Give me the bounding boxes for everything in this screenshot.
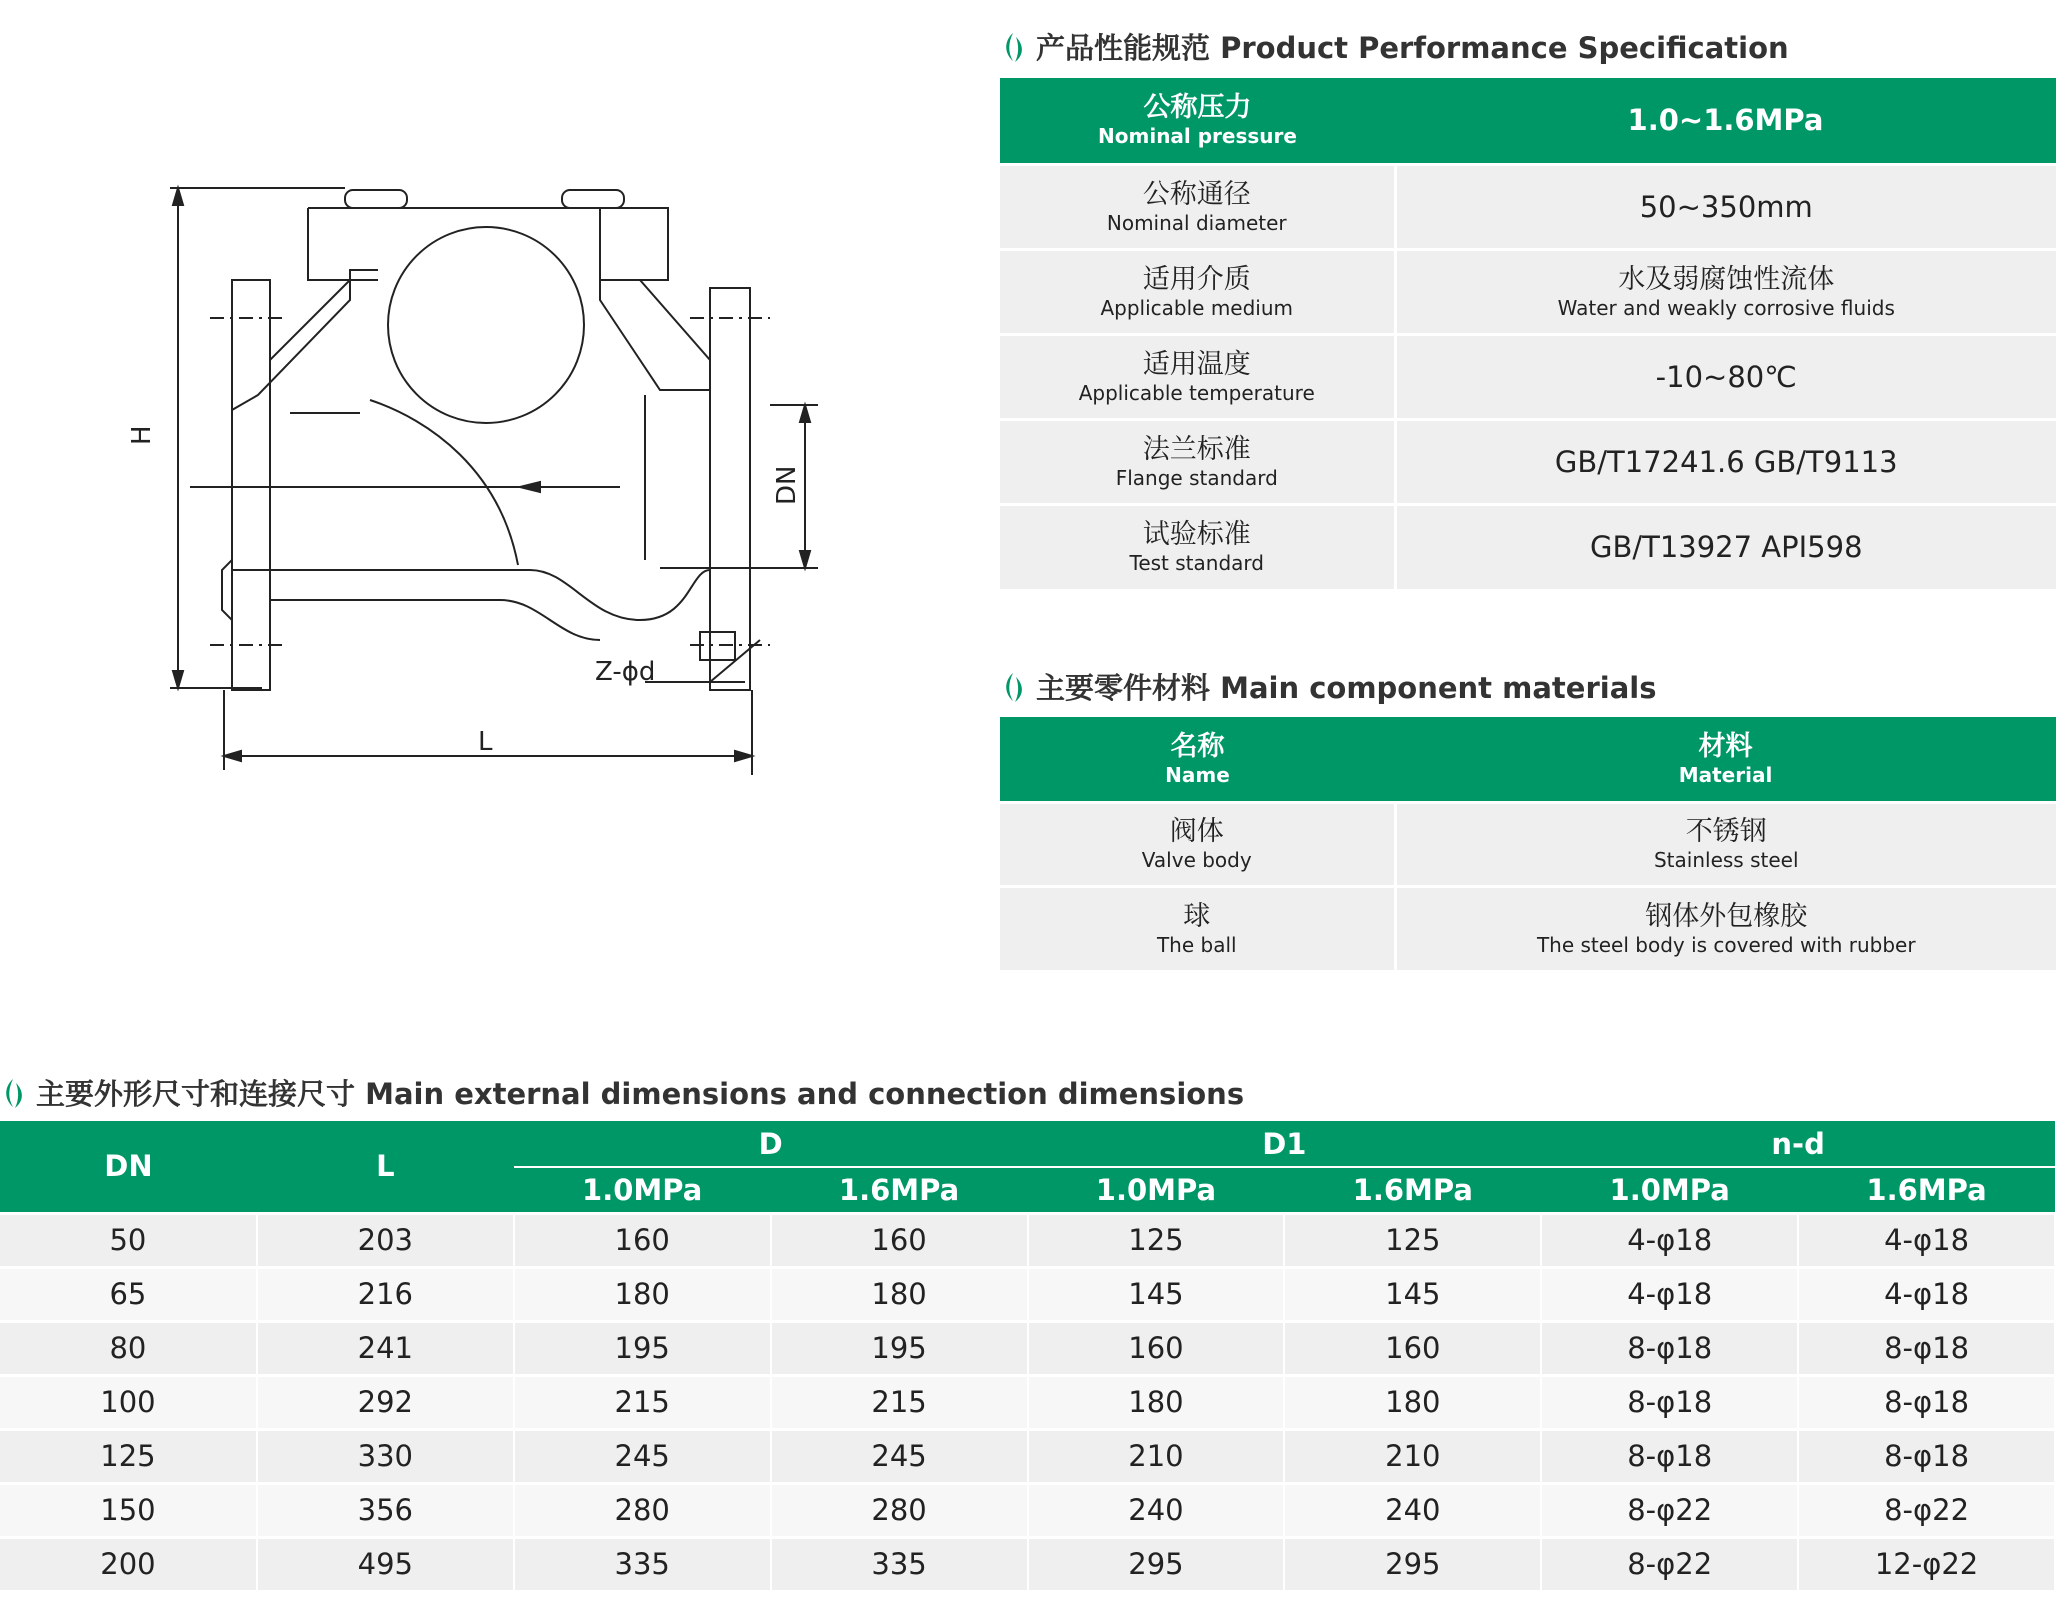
table-cell: 125 (0, 1429, 257, 1483)
materials-table (1000, 717, 2056, 970)
materials-row-name-en: The ball (1156, 932, 1237, 957)
spec-row-zh: 公称通径 (1142, 178, 1251, 210)
spec-row (1000, 249, 2056, 334)
col-d-header: D (514, 1121, 1028, 1167)
dimensions-header-row (0, 1121, 2055, 1167)
spec-title (1000, 26, 1789, 67)
table-cell: 495 (257, 1537, 514, 1590)
materials-header-row (1000, 717, 2056, 802)
table-cell: 180 (1028, 1375, 1285, 1429)
spec-header-zh: 公称压力 (1143, 92, 1252, 124)
table-row (0, 1429, 2055, 1483)
table-row (0, 1213, 2055, 1267)
spec-row-en: Flange standard (1115, 465, 1278, 490)
materials-header-mat-en: Material (1678, 762, 1773, 787)
materials-row-mat-en: The steel body is covered with rubber (1536, 932, 1916, 957)
valve-drawing (0, 160, 900, 960)
table-cell: 8-φ18 (1541, 1429, 1798, 1483)
table-cell: 160 (1028, 1321, 1285, 1375)
spec-row-value: -10~80℃ (1655, 359, 1797, 394)
table-cell: 8-φ22 (1798, 1483, 2055, 1537)
spec-header-row (1000, 78, 2056, 164)
table-cell: 4-φ18 (1798, 1267, 2055, 1321)
spec-row-value: 水及弱腐蚀性流体 (1618, 263, 1835, 295)
materials-title-text: 主要零件材料 Main component materials (1036, 671, 1657, 705)
pressure-header: 1.0MPa (514, 1167, 771, 1213)
table-cell: 210 (1284, 1429, 1541, 1483)
col-d1-header: D1 (1028, 1121, 1542, 1167)
materials-header-name-en: Name (1165, 762, 1230, 787)
materials-row-name-zh: 球 (1183, 900, 1211, 932)
table-cell: 150 (0, 1483, 257, 1537)
table-cell: 245 (771, 1429, 1028, 1483)
table-cell: 356 (257, 1483, 514, 1537)
table-cell: 200 (0, 1537, 257, 1590)
pressure-header: 1.6MPa (771, 1167, 1028, 1213)
table-cell: 245 (514, 1429, 771, 1483)
pressure-header: 1.0MPa (1541, 1167, 1798, 1213)
spec-table (1000, 78, 2056, 589)
spec-title-text: 产品性能规范 Product Performance Specification (1036, 31, 1789, 65)
table-row (0, 1321, 2055, 1375)
spec-row-en: Test standard (1129, 551, 1264, 576)
materials-row-mat-en: Stainless steel (1653, 848, 1799, 872)
table-cell: 8-φ18 (1798, 1321, 2055, 1375)
table-cell: 295 (1284, 1537, 1541, 1590)
label-l: L (478, 727, 493, 757)
table-cell: 241 (257, 1321, 514, 1375)
table-cell: 8-φ18 (1541, 1321, 1798, 1375)
materials-row-mat-zh: 不锈钢 (1685, 816, 1767, 847)
pressure-header: 1.0MPa (1028, 1167, 1285, 1213)
table-cell: 210 (1028, 1429, 1285, 1483)
leaf-icon (1000, 671, 1026, 703)
materials-header-mat-zh: 材料 (1698, 730, 1753, 762)
table-cell: 335 (771, 1537, 1028, 1590)
leaf-icon (0, 1077, 26, 1109)
table-cell: 4-φ18 (1541, 1213, 1798, 1267)
spec-row (1000, 164, 2056, 249)
table-cell: 330 (257, 1429, 514, 1483)
table-cell: 160 (1284, 1321, 1541, 1375)
spec-header-value: 1.0~1.6MPa (1627, 103, 1824, 138)
table-cell: 203 (257, 1213, 514, 1267)
spec-row-zh: 试验标准 (1142, 519, 1251, 551)
table-cell: 125 (1284, 1213, 1541, 1267)
table-cell: 280 (771, 1483, 1028, 1537)
table-cell: 195 (514, 1321, 771, 1375)
spec-row (1000, 504, 2056, 589)
table-cell: 335 (514, 1537, 771, 1590)
materials-row (1000, 802, 2056, 886)
table-row (0, 1267, 2055, 1321)
spec-row-en: Nominal diameter (1106, 210, 1287, 235)
table-cell: 180 (514, 1267, 771, 1321)
table-cell: 8-φ22 (1541, 1537, 1798, 1590)
spec-row-en: Applicable medium (1100, 295, 1294, 320)
dimensions-table (0, 1121, 2056, 1590)
spec-row-value-en: Water and weakly corrosive fluids (1557, 295, 1895, 320)
table-cell: 145 (1028, 1267, 1285, 1321)
table-cell: 292 (257, 1375, 514, 1429)
spec-row-zh: 适用介质 (1142, 263, 1251, 295)
table-row (0, 1483, 2055, 1537)
table-cell: 50 (0, 1213, 257, 1267)
materials-header-name-zh: 名称 (1170, 730, 1225, 762)
label-h: H (127, 425, 157, 445)
table-cell: 145 (1284, 1267, 1541, 1321)
table-cell: 280 (514, 1483, 771, 1537)
table-cell: 180 (771, 1267, 1028, 1321)
table-cell: 160 (771, 1213, 1028, 1267)
table-cell: 80 (0, 1321, 257, 1375)
spec-row (1000, 419, 2056, 504)
table-cell: 195 (771, 1321, 1028, 1375)
table-cell: 125 (1028, 1213, 1285, 1267)
spec-row-zh: 适用温度 (1142, 348, 1251, 380)
table-cell: 8-φ18 (1798, 1375, 2055, 1429)
spec-row-value: 50~350mm (1639, 189, 1813, 224)
table-cell: 8-φ18 (1798, 1429, 2055, 1483)
label-dn: DN (772, 465, 802, 505)
table-cell: 4-φ18 (1541, 1267, 1798, 1321)
col-nd-header: n-d (1541, 1121, 2055, 1167)
table-row (0, 1537, 2055, 1590)
spec-row-en: Applicable temperature (1078, 380, 1315, 405)
pressure-header: 1.6MPa (1798, 1167, 2055, 1213)
col-l-header: L (257, 1121, 514, 1213)
table-cell: 100 (0, 1375, 257, 1429)
table-cell: 4-φ18 (1798, 1213, 2055, 1267)
table-cell: 180 (1284, 1375, 1541, 1429)
table-cell: 216 (257, 1267, 514, 1321)
table-cell: 240 (1284, 1483, 1541, 1537)
table-cell: 215 (514, 1375, 771, 1429)
materials-row (1000, 886, 2056, 970)
table-cell: 12-φ22 (1798, 1537, 2055, 1590)
materials-row-mat-zh: 钢体外包橡胶 (1645, 900, 1808, 932)
dimensions-body (0, 1213, 2055, 1590)
spec-row-value: GB/T13927 API598 (1589, 530, 1863, 565)
table-cell: 215 (771, 1375, 1028, 1429)
table-cell: 240 (1028, 1483, 1285, 1537)
dimensions-title (0, 1072, 1244, 1113)
table-cell: 295 (1028, 1537, 1285, 1590)
col-dn-header: DN (0, 1121, 257, 1213)
table-cell: 65 (0, 1267, 257, 1321)
materials-row-name-en: Valve body (1141, 848, 1252, 872)
materials-title (1000, 666, 1656, 707)
leaf-icon (1000, 31, 1026, 63)
spec-header-en: Nominal pressure (1098, 124, 1297, 149)
pressure-header: 1.6MPa (1284, 1167, 1541, 1213)
spec-row-zh: 法兰标准 (1142, 433, 1251, 465)
table-row (0, 1375, 2055, 1429)
spec-row-value: GB/T17241.6 GB/T9113 (1554, 444, 1898, 479)
table-cell: 160 (514, 1213, 771, 1267)
label-z: Z-ϕd (595, 657, 656, 687)
spec-row (1000, 334, 2056, 419)
table-cell: 8-φ22 (1541, 1483, 1798, 1537)
materials-row-name-zh: 阀体 (1169, 816, 1224, 847)
dimensions-title-text: 主要外形尺寸和连接尺寸 Main external dimensions and connection dimensions (36, 1077, 1245, 1111)
table-cell: 8-φ18 (1541, 1375, 1798, 1429)
